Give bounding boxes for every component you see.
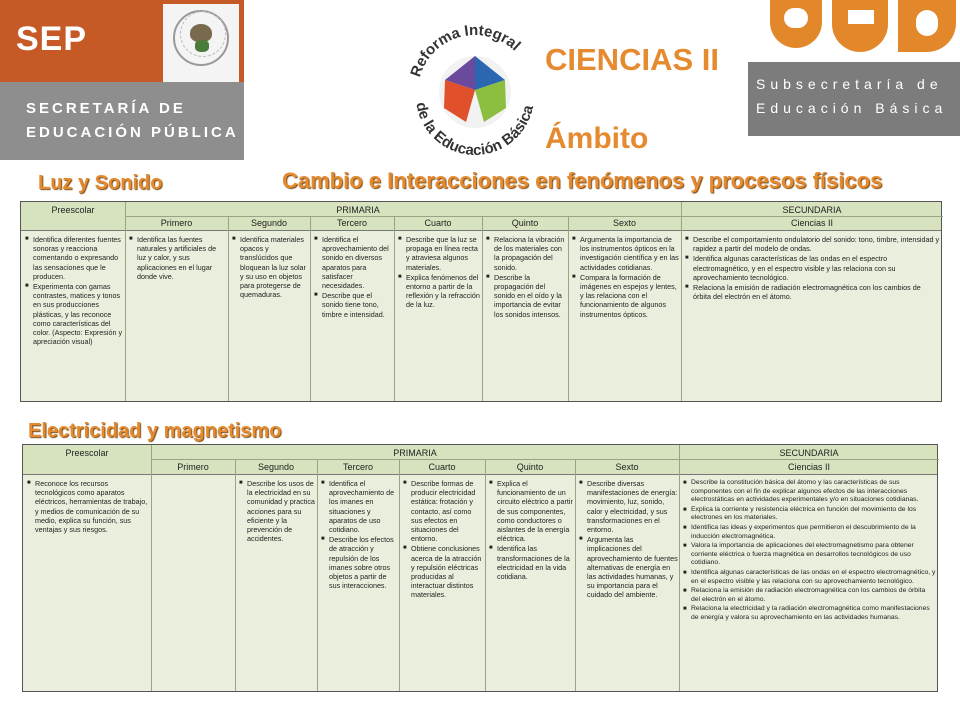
bullet-item: ■ Explica la corriente y resistencia eléctrica en función del movimiento de los electrones en los materiales. (682, 506, 936, 523)
bullet-item: ■ Relaciona la electricidad y la radiación electromagnética como manifestaciones de energía y valora su aprovechamiento en las actividades humanas. (682, 605, 936, 622)
t1-col-0 (24, 235, 124, 346)
col-preescolar: Preescolar (65, 448, 109, 458)
svg-text:de la Educación Básica: de la Educación Básica (412, 100, 538, 158)
bullet-item: ■ Identifica el aprovechamiento de los imanes en situaciones y aparatos de uso cotidiano. (320, 479, 398, 534)
table-electricidad (22, 444, 938, 692)
col-sexto: Sexto (612, 218, 636, 228)
t2-col-2 (238, 479, 316, 543)
sep-line-2: EDUCACIÓN PÚBLICA (26, 124, 239, 141)
bullet-item: ■ Describe diversas manifestaciones de energía: movimiento, luz, sonido, calor y electricidad, y sus transformaciones en el entorno. (578, 479, 678, 534)
t2-col-3 (320, 479, 398, 590)
section1-title: Luz y Sonido (38, 172, 163, 194)
seb-line-2: Educación Básica (756, 100, 948, 116)
col-primaria: PRIMARIA (393, 448, 437, 458)
col-tercero: Tercero (336, 218, 367, 228)
bullet-item: ■ Valora la importancia de aplicaciones del electromagnetismo para obtener corriente eléctrica o fuerza magnética en desarrollos tecnológicos de uso cotidiano. (682, 542, 936, 568)
bullet-item: ■ Relaciona la emisión de radiación electromagnética con los cambios de órbita del electrón en el átomo. (684, 283, 940, 301)
bullet-item: ■ Identifica las ideas y experimentos que permitieron el descubrimiento de la inducción electromagnética. (682, 524, 936, 541)
t1-col-7 (684, 235, 940, 301)
ambito-title: Cambio e Interacciones en fenómenos y procesos físicos (282, 168, 883, 193)
reforma-integral-logo (400, 18, 550, 158)
seb-logo (748, 0, 960, 136)
bullet-item: ■ Identifica las fuentes naturales y artificiales de luz y calor, y sus aplicaciones en el lugar donde vive. (128, 235, 226, 281)
col-quinto: Quinto (511, 218, 539, 228)
t1-col-2 (231, 235, 309, 299)
table-header (21, 202, 941, 231)
col-secundaria: SECUNDARIA (779, 448, 839, 458)
col-secundaria: SECUNDARIA (782, 205, 842, 215)
bullet-item: ■ Experimenta con gamas contrastes, matices y tonos en sus producciones plásticas, y las reconoce como características del color. (Aspecto: Expresión y apreciación visual) (24, 282, 124, 346)
bullet-item: ■ Describe que la luz se propaga en línea recta y atraviesa algunos materiales. (397, 235, 481, 272)
col-cuarto: Cuarto (424, 218, 452, 228)
bullet-item: ■ Explica el funcionamiento de un circuito eléctrico a partir de sus componentes, como conductores o aislantes de la energía eléctrica. (488, 479, 574, 543)
course-title: CIENCIAS II (545, 42, 719, 77)
bullet-item: ■ Identifica diferentes fuentes sonoras y reacciona comentando o expresando las sensaciones que le producen. (24, 235, 124, 281)
bullet-item: ■ Argumenta las implicaciones del aprovechamiento de fuentes alternativas de energía en las actividades humanas, y su importancia para el cuidado del ambiente. (578, 535, 678, 599)
bullet-item: ■ Describe los usos de la electricidad en su comunidad y practica acciones para su eficiente y la prevención de accidentes. (238, 479, 316, 543)
bullet-item: ■ Describe la propagación del sonido en el oído y la importancia de evitar los sonidos intensos. (485, 273, 567, 319)
mexico-seal-icon (163, 4, 239, 82)
bullet-item: ■ Obtiene conclusiones acerca de la atracción y repulsión eléctricas producidas al interactuar distintos materiales. (402, 544, 484, 599)
col-cuarto: Cuarto (428, 462, 456, 472)
section2-title: Electricidad y magnetismo (28, 420, 282, 442)
table-header (23, 445, 937, 475)
bullet-item: ■ Reconoce los recursos tecnológicos como aparatos eléctricos, herramientas de trabajo, y medios de comunicación de su medio, explica su función, sus ventajas y sus riesgos. (26, 479, 148, 534)
bullet-item: ■ Identifica el aprovechamiento del sonido en diversos aparatos para satisfacer necesidades. (313, 235, 393, 290)
t1-col-6 (571, 235, 679, 319)
col-primaria: PRIMARIA (336, 205, 380, 215)
bullet-item: ■ Argumenta la importancia de los instrumentos ópticos en la investigación científica y en las actividades cotidianas. (571, 235, 679, 272)
svg-text:Reforma Integral: Reforma Integral (407, 21, 524, 80)
col-ciencias: Ciencias II (787, 462, 831, 472)
bullet-item: ■ Identifica algunas características de las ondas en el espectro electromagnético, y en el espectro visible y las relaciona con su aprovechamiento tecnológico. (684, 254, 940, 282)
seb-line-1: Subsecretaría de (756, 76, 943, 92)
col-quinto: Quinto (516, 462, 544, 472)
col-segundo: Segundo (250, 218, 288, 228)
sep-name-band (0, 82, 244, 160)
t2-col-4 (402, 479, 484, 600)
col-ciencias: Ciencias II (790, 218, 834, 228)
col-tercero: Tercero (342, 462, 373, 472)
bullet-item: ■ Identifica algunas características de las ondas en el espectro electromagnético, y en el espectro visible y las relaciona con su aprovechamiento tecnológico. (682, 569, 936, 586)
bullet-item: ■ Describe el comportamiento ondulatorio del sonido: tono, timbre, intensidad y rapidez a partir del modelo de ondas. (684, 235, 940, 253)
bullet-item: ■ Compara la formación de imágenes en espejos y lentes, y las relaciona con el funcionamiento de algunos instrumentos ópticos. (571, 273, 679, 319)
col-segundo: Segundo (257, 462, 295, 472)
bullet-item: ■ Relaciona la emisión de radiación electromagnética con los cambios de órbita del electrón en el átomo. (682, 587, 936, 604)
col-primero: Primero (160, 218, 193, 228)
col-preescolar: Preescolar (51, 205, 95, 215)
t2-col-6 (578, 479, 678, 600)
t2-col-5 (488, 479, 574, 581)
bullet-item: ■ Identifica materiales opacos y translúcidos que bloquean la luz solar y su uso en objetos para protegerse de quemaduras. (231, 235, 309, 299)
t2-col-7 (682, 479, 936, 623)
col-sexto: Sexto (615, 462, 639, 472)
bullet-item: ■ Describe los efectos de atracción y repulsión de los imanes sobre otros objetos a partir de sus interacciones. (320, 535, 398, 590)
bullet-item: ■ Relaciona la vibración de los materiales con la propagación del sonido. (485, 235, 567, 272)
sep-line-1: SECRETARÍA DE (26, 100, 186, 117)
seb-graphic (748, 0, 960, 62)
t1-col-4 (397, 235, 481, 310)
ambito-label: Ámbito (545, 122, 649, 155)
bullet-item: ■ Describe formas de producir electricidad estática: frotación y contacto, así como sus efectos en situaciones del entorno. (402, 479, 484, 543)
bullet-item: ■ Describe que el sonido tiene tono, timbre e intensidad. (313, 291, 393, 319)
table-luz-sonido (20, 201, 942, 402)
bullet-item: ■ Identifica las transformaciones de la electricidad en la vida cotidiana. (488, 544, 574, 581)
bullet-item: ■ Explica fenómenos del entorno a partir de la reflexión y la refracción de la luz. (397, 273, 481, 310)
sep-abbr: SEP (16, 20, 88, 58)
t1-col-1 (128, 235, 226, 281)
t1-col-5 (485, 235, 567, 319)
sep-logo (0, 0, 244, 160)
col-primero: Primero (177, 462, 209, 472)
t2-col-0 (26, 479, 148, 534)
bullet-item: ■ Describe la constitución básica del átomo y las características de sus componentes con el fin de explicar algunos efectos de las interacciones electrostáticas en actividades experimentales y/o en situaciones cotidianas. (682, 479, 936, 505)
t1-col-3 (313, 235, 393, 319)
